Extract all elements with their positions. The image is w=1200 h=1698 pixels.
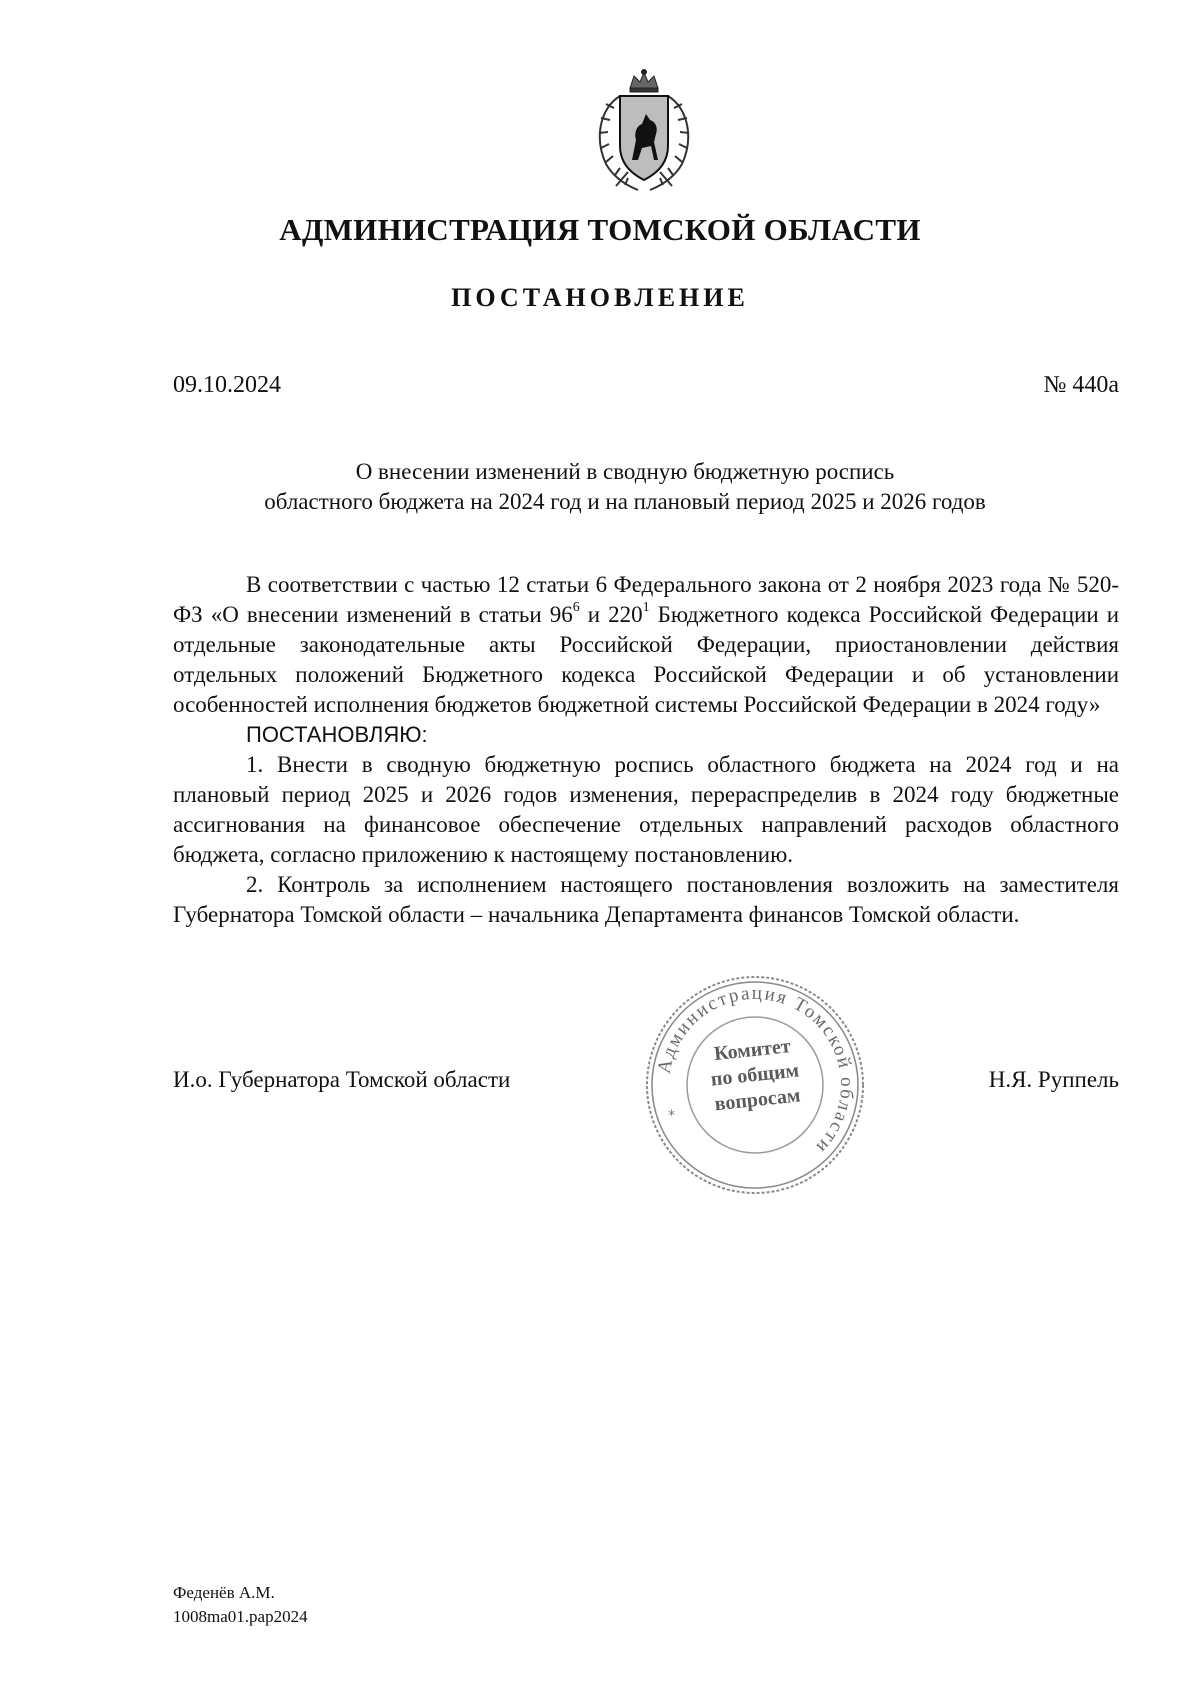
seal-ring-text: Администрация Томской области [653,982,858,1159]
superscript: 1 [642,600,650,616]
document-subject [150,457,1100,517]
superscript: 6 [572,600,580,616]
seal-center-line: по общим [709,1059,801,1091]
preamble-text: Бюджетного кодекса Российской Федерации и отдельные законодательные акты Российской Федерации, приостановлении действия отдельных положений Бюджетного кодекса Российской Федерации и об установлении особенностей исполнения бюджетов бюджетной системы Российской Федерации в 2024 году» [173,602,1120,717]
preamble-text: В соответствии с частью 12 статьи 6 Федерального закона от 2 ноября 2023 года № 520-ФЗ «О внесении изменений в статьи 96 [173,572,1119,627]
seal-center-text [686,1031,823,1119]
document-footer [173,1581,308,1629]
subject-line: О внесении изменений в сводную бюджетную роспись [355,459,895,484]
preamble-paragraph [173,570,1119,720]
preamble-text: и 220 [579,602,643,627]
document-body [173,570,1119,930]
coat-of-arms-emblem [580,68,708,194]
signer-title: И.о. Губернатора Томской области [173,1067,511,1092]
decree-word: ПОСТАНОВЛЯЮ: [246,722,428,747]
file-code: 1008ma01.pap2024 [173,1607,308,1626]
document-number: № 440а [1043,372,1119,398]
svg-text:*: * [668,1108,675,1124]
document-date: 09.10.2024 [173,372,281,398]
document-type: ПОСТАНОВЛЕНИЕ [451,283,749,312]
decree-item-1: 1. Внести в сводную бюджетную роспись областного бюджета на 2024 год и на плановый период 2025 и 2026 годов изменения, перераспределив в 2024 году бюджетные ассигнования на финансовое обеспечение отдельных направлений расходов областного бюджета, согласно приложению к настоящему постановлению. [173,752,1119,867]
executor-name: Феденёв А.М. [173,1583,275,1602]
signer-name: Н.Я. Руппель [988,1067,1119,1092]
seal-center-line: вопросам [713,1084,802,1116]
subject-line: областного бюджета на 2024 год и на плановый период 2025 и 2026 годов [264,489,986,514]
decree-item-2: 2. Контроль за исполнением настоящего постановления возложить на заместителя Губернатора Томской области – начальника Департамента финансов Томской области. [173,872,1119,927]
organization-title: АДМИНИСТРАЦИЯ ТОМСКОЙ ОБЛАСТИ [279,212,921,247]
seal-center-line: Комитет [712,1035,792,1066]
